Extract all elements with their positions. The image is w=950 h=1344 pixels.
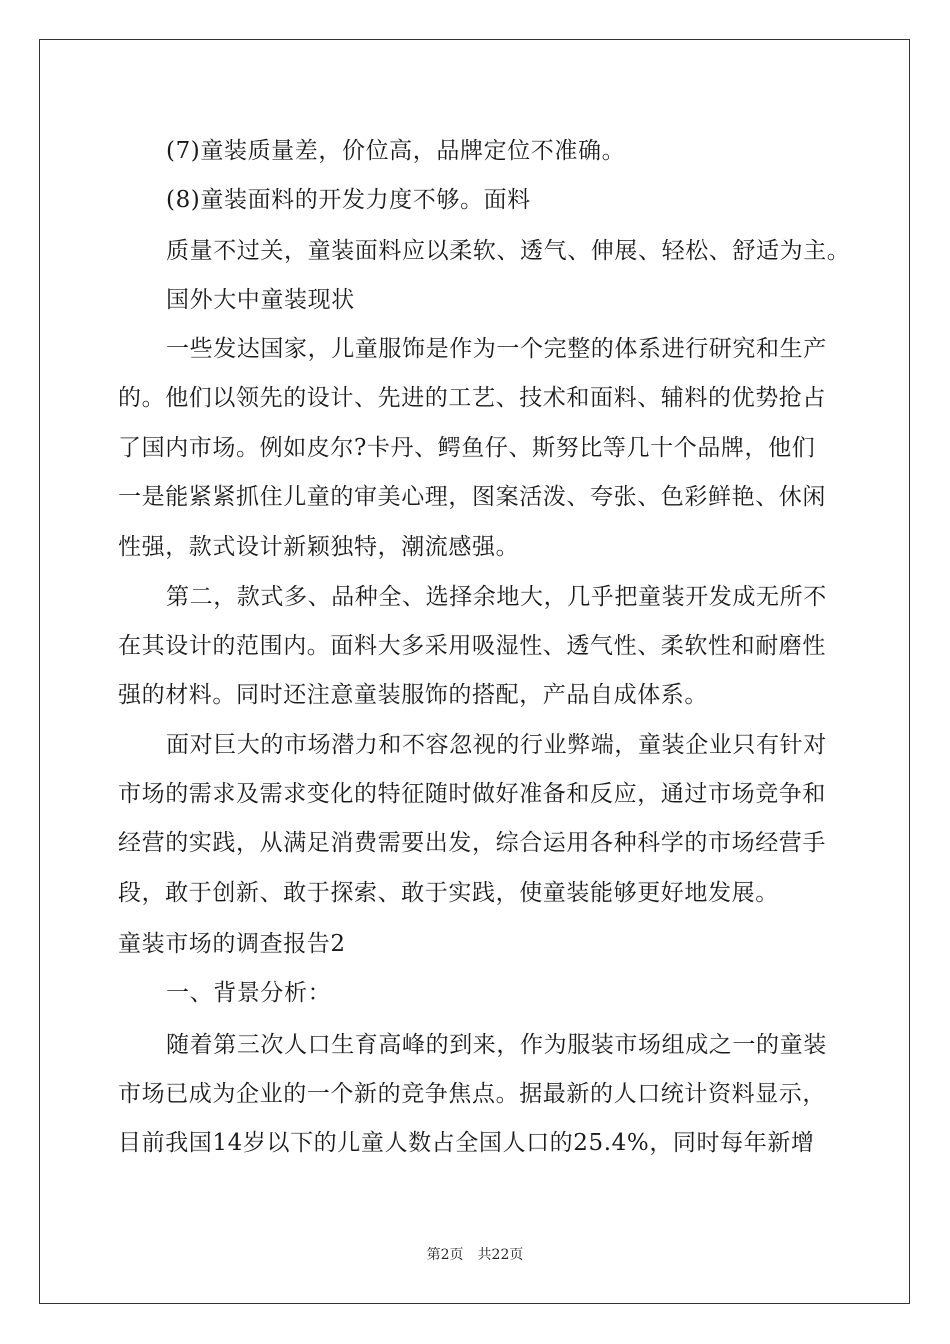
paragraph-line: 市场已成为企业的一个新的竞争焦点。据最新的人口统计资料显示， — [118, 1081, 826, 1107]
paragraph-line: (7)童装质量差，价位高，品牌定位不准确。 — [166, 138, 626, 164]
paragraph-line: 一是能紧紧抓住儿童的审美心理，图案活泼、夸张、色彩鲜艳、休闲 — [118, 484, 826, 510]
paragraph-line: 目前我国14岁以下的儿童人数占全国人口的25.4%，同时每年新增 — [118, 1130, 815, 1156]
page-border — [39, 39, 910, 1304]
section-heading: 一、背景分析： — [166, 980, 332, 1006]
report-title: 童装市场的调查报告2 — [118, 931, 346, 957]
paragraph-line: 性强，款式设计新颖独特，潮流感强。 — [118, 534, 520, 560]
paragraph-line: 质量不过关，童装面料应以柔软、透气、伸展、轻松、舒适为主。 — [166, 238, 851, 264]
paragraph-line: 经营的实践，从满足消费需要出发，综合运用各种科学的市场经营手 — [118, 830, 826, 856]
paragraph-line: 的。他们以领先的设计、先进的工艺、技术和面料、辅料的优势抢占 — [118, 385, 826, 411]
paragraph-line: 第二，款式多、品种全、选择余地大，几乎把童装开发成无所不 — [166, 584, 827, 610]
section-heading: 国外大中童装现状 — [166, 287, 355, 313]
paragraph-line: 强的材料。同时还注意童装服饰的搭配，产品自成体系。 — [118, 682, 708, 708]
paragraph-line: 段，敢于创新、敢于探索、敢于实践，使童装能够更好地发展。 — [118, 880, 779, 906]
paragraph-line: 市场的需求及需求变化的特征随时做好准备和反应，通过市场竞争和 — [118, 781, 826, 807]
paragraph-line: (8)童装面料的开发力度不够。面料 — [166, 187, 531, 213]
paragraph-line: 在其设计的范围内。面料大多采用吸湿性、透气性、柔软性和耐磨性 — [118, 633, 826, 659]
page-footer: 第2页 共22页 — [426, 1247, 524, 1263]
paragraph-line: 面对巨大的市场潜力和不容忽视的行业弊端，童装企业只有针对 — [166, 732, 827, 758]
paragraph-line: 随着第三次人口生育高峰的到来，作为服装市场组成之一的童装 — [166, 1032, 827, 1058]
paragraph-line: 一些发达国家，儿童服饰是作为一个完整的体系进行研究和生产 — [166, 336, 827, 362]
paragraph-line: 了国内市场。例如皮尔?卡丹、鳄鱼仔、斯努比等几十个品牌，他们 — [118, 435, 816, 461]
